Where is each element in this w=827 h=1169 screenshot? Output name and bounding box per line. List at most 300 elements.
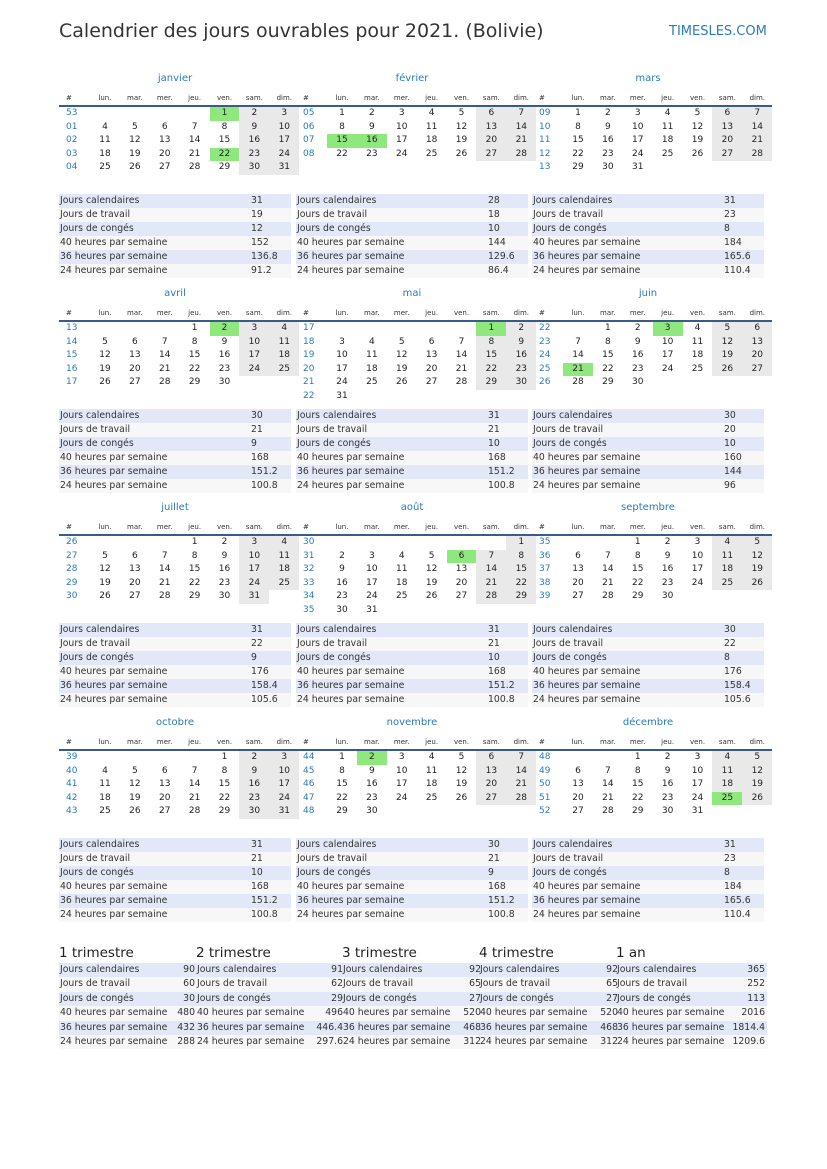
day-cell: 19 <box>455 135 468 145</box>
day-cell: 30 <box>506 376 536 390</box>
stat-label: 24 heures par semaine <box>296 908 487 922</box>
day-cell: 9 <box>368 765 375 776</box>
summary-label: 36 heures par semaine <box>60 1021 168 1033</box>
day-cell: 16 <box>661 779 674 789</box>
day-cell: 3 <box>269 750 299 765</box>
day-cell: 10 <box>632 121 644 132</box>
day-cell: 15 <box>188 564 201 574</box>
stat-label: 24 heures par semaine <box>532 264 723 278</box>
day-cell <box>417 321 447 336</box>
month-stats <box>296 409 528 493</box>
day-cell: 22 <box>210 148 240 162</box>
day-cell: 30 <box>632 377 644 387</box>
day-cell: 24 <box>661 363 674 374</box>
summary-value: 27 <box>606 992 618 1004</box>
stat-label: 36 heures par semaine <box>296 250 487 264</box>
stat-value: 10 <box>487 437 528 451</box>
day-cell: 7 <box>191 121 198 132</box>
summary-label: 36 heures par semaine <box>197 1021 305 1033</box>
summary-value: 30 <box>183 992 195 1004</box>
day-cell: 23 <box>239 792 269 806</box>
day-cell: 5 <box>428 550 435 561</box>
day-cell: 5 <box>458 752 465 762</box>
stat-value: 23 <box>723 852 764 866</box>
weekday-header: # <box>532 307 563 321</box>
day-cell: 6 <box>476 750 506 765</box>
day-cell: 21 <box>506 134 536 148</box>
day-cell: 6 <box>575 765 581 776</box>
day-cell: 4 <box>712 535 742 550</box>
week-number: 34 <box>303 591 315 601</box>
summary-heading: 3 trimestre <box>342 945 417 961</box>
day-cell <box>180 750 210 765</box>
day-cell <box>712 376 742 390</box>
day-cell: 22 <box>572 148 584 159</box>
day-cell: 4 <box>428 752 435 762</box>
day-cell: 4 <box>102 121 108 132</box>
summary-table <box>479 963 620 1049</box>
day-cell <box>357 535 387 550</box>
week-number: 39 <box>539 591 551 601</box>
month-stats <box>59 623 291 707</box>
day-cell: 29 <box>218 806 231 816</box>
weekday-header: dim. <box>742 92 772 106</box>
day-cell: 25 <box>269 577 299 591</box>
stat-label: 24 heures par semaine <box>59 693 250 707</box>
summary-value: 446.4 <box>316 1021 343 1033</box>
stat-label: 36 heures par semaine <box>59 250 250 264</box>
stat-label: Jours de congés <box>532 437 723 451</box>
day-cell: 11 <box>661 121 674 132</box>
stat-label: 40 heures par semaine <box>59 880 250 894</box>
day-cell <box>239 376 269 390</box>
day-cell: 21 <box>188 148 201 159</box>
stat-label: 24 heures par semaine <box>296 479 487 493</box>
day-cell: 8 <box>604 336 611 347</box>
summary-label: 24 heures par semaine <box>480 1036 588 1048</box>
day-cell: 5 <box>102 550 108 561</box>
weekday-header: # <box>532 736 563 750</box>
day-cell: 27 <box>159 806 171 816</box>
day-cell <box>417 805 447 819</box>
stat-value: 21 <box>487 852 528 866</box>
weekday-header: mer. <box>387 521 417 535</box>
day-cell: 26 <box>455 792 468 803</box>
stat-label: Jours de travail <box>59 637 250 651</box>
stat-label: 36 heures par semaine <box>296 465 487 479</box>
day-cell: 10 <box>366 564 378 574</box>
day-cell: 3 <box>653 321 683 336</box>
stat-value: 91.2 <box>250 264 291 278</box>
day-cell: 18 <box>712 778 742 792</box>
day-cell <box>476 390 506 404</box>
day-cell: 19 <box>691 135 704 145</box>
weekday-header: mar. <box>593 307 623 321</box>
week-number: 48 <box>539 752 551 762</box>
day-cell: 23 <box>366 148 378 159</box>
weekday-header: ven. <box>447 736 477 750</box>
stat-label: 40 heures par semaine <box>59 451 250 465</box>
stat-value: 21 <box>487 423 528 437</box>
day-cell: 25 <box>712 792 742 806</box>
day-cell <box>150 535 180 550</box>
weekday-header: jeu. <box>417 521 447 535</box>
day-cell: 1 <box>191 537 198 547</box>
summary-value: 65 <box>606 978 618 990</box>
day-cell: 16 <box>632 350 644 360</box>
month-calendar <box>532 92 772 175</box>
stat-label: 40 heures par semaine <box>532 236 723 250</box>
day-cell: 1 <box>191 323 198 333</box>
day-cell: 8 <box>221 121 228 132</box>
day-cell: 11 <box>269 550 299 564</box>
day-cell: 8 <box>634 550 641 561</box>
weekday-header: jeu. <box>417 736 447 750</box>
day-cell: 13 <box>712 121 742 135</box>
day-cell: 10 <box>691 765 704 776</box>
summary-value: 312 <box>463 1036 481 1048</box>
page-title: Calendrier des jours ouvrables pour 2021. (Bolivie) <box>59 20 544 42</box>
day-cell: 18 <box>396 577 408 588</box>
day-cell: 19 <box>425 577 438 588</box>
stat-value: 105.6 <box>250 693 291 707</box>
weekday-header: mar. <box>593 92 623 106</box>
weekday-header: dim. <box>269 92 299 106</box>
day-cell: 7 <box>742 106 772 121</box>
day-cell: 27 <box>425 377 438 387</box>
day-cell: 30 <box>336 604 348 615</box>
stat-label: Jours calendaires <box>59 194 250 208</box>
summary-value: 468 <box>600 1021 618 1033</box>
stat-value: 168 <box>250 451 291 465</box>
week-number: 26 <box>539 377 551 387</box>
stat-label: 24 heures par semaine <box>59 264 250 278</box>
day-cell: 12 <box>99 564 111 574</box>
day-cell: 26 <box>99 377 111 387</box>
month-calendar <box>59 736 299 819</box>
weekday-header: lun. <box>327 307 357 321</box>
summary-value: 2016 <box>741 1007 765 1019</box>
day-cell: 29 <box>188 591 201 601</box>
weekday-header: ven. <box>683 521 713 535</box>
weekday-header: # <box>296 307 327 321</box>
day-cell: 21 <box>159 577 171 588</box>
summary-label: 40 heures par semaine <box>60 1007 168 1019</box>
summary-table <box>196 963 345 1049</box>
day-cell <box>120 321 150 336</box>
weekday-header: ven. <box>210 92 240 106</box>
weekday-header: lun. <box>563 736 593 750</box>
day-cell: 20 <box>476 778 506 792</box>
day-cell: 12 <box>99 350 111 360</box>
weekday-header: jeu. <box>653 92 683 106</box>
weekday-header: sam. <box>712 736 742 750</box>
weekday-header: lun. <box>563 92 593 106</box>
day-cell: 2 <box>506 321 536 336</box>
stat-value: 18 <box>487 208 528 222</box>
summary-value: 92 <box>469 964 481 975</box>
day-cell: 15 <box>572 135 584 145</box>
stat-label: Jours calendaires <box>532 623 723 637</box>
day-cell <box>269 590 299 604</box>
day-cell: 18 <box>661 135 674 145</box>
stat-value: 100.8 <box>250 479 291 493</box>
day-cell <box>447 604 477 618</box>
stat-value: 110.4 <box>723 264 764 278</box>
summary-value: 297.6 <box>316 1036 343 1048</box>
day-cell <box>447 321 477 336</box>
month-calendar <box>296 521 536 617</box>
summary-label: 36 heures par semaine <box>343 1021 451 1033</box>
day-cell: 5 <box>398 336 405 347</box>
day-cell: 16 <box>602 135 614 145</box>
week-number: 20 <box>303 363 315 374</box>
stat-value: 30 <box>487 838 528 852</box>
stat-label: Jours de travail <box>532 208 723 222</box>
month-stats <box>296 194 528 278</box>
day-cell: 9 <box>221 550 228 561</box>
summary-label: Jours calendaires <box>617 964 697 975</box>
day-cell: 13 <box>159 779 171 789</box>
day-cell: 21 <box>455 363 468 374</box>
summary-heading: 2 trimestre <box>196 945 271 961</box>
day-cell <box>742 161 772 175</box>
weekday-header: # <box>296 521 327 535</box>
day-cell: 9 <box>221 336 228 347</box>
day-cell <box>742 590 772 604</box>
stat-value: 144 <box>487 236 528 250</box>
stat-value: 160 <box>723 451 764 465</box>
stat-value: 8 <box>723 651 764 665</box>
day-cell: 19 <box>99 577 111 588</box>
weekday-header: mer. <box>150 521 180 535</box>
stat-value: 152 <box>250 236 291 250</box>
weekday-header: ven. <box>683 736 713 750</box>
day-cell: 11 <box>712 765 742 779</box>
day-cell: 29 <box>336 806 348 816</box>
day-cell: 24 <box>239 577 269 591</box>
stat-label: 24 heures par semaine <box>532 479 723 493</box>
stat-value: 184 <box>723 236 764 250</box>
summary-value: 113 <box>747 992 765 1004</box>
day-cell: 14 <box>159 350 171 360</box>
stat-value: 31 <box>250 194 291 208</box>
day-cell <box>742 376 772 390</box>
weekday-header: ven. <box>210 736 240 750</box>
weekday-header: lun. <box>90 521 120 535</box>
day-cell: 19 <box>742 778 772 792</box>
stat-value: 110.4 <box>723 908 764 922</box>
weekday-header: dim. <box>269 736 299 750</box>
month-stats <box>296 838 528 922</box>
day-cell: 20 <box>159 148 171 159</box>
week-number: 38 <box>539 577 551 588</box>
day-cell: 29 <box>188 377 201 387</box>
day-cell: 28 <box>572 377 584 387</box>
stat-value: 9 <box>250 651 291 665</box>
day-cell: 11 <box>712 550 742 564</box>
month-calendar <box>59 521 299 604</box>
weekday-header: mer. <box>387 307 417 321</box>
day-cell: 24 <box>366 591 378 601</box>
weekday-header: lun. <box>90 307 120 321</box>
summary-value: 432 <box>177 1021 195 1033</box>
week-number: 25 <box>539 363 551 374</box>
day-cell: 15 <box>602 350 614 360</box>
week-number: 24 <box>539 350 551 360</box>
weekday-header: mar. <box>357 521 387 535</box>
day-cell: 25 <box>425 148 438 159</box>
day-cell <box>506 390 536 404</box>
summary-label: Jours de congés <box>60 992 134 1004</box>
day-cell: 31 <box>632 162 644 172</box>
week-number: 30 <box>303 537 315 547</box>
day-cell: 26 <box>425 591 438 601</box>
weekday-header: dim. <box>506 521 536 535</box>
stat-label: 24 heures par semaine <box>532 908 723 922</box>
week-number: 22 <box>303 390 315 401</box>
day-cell: 22 <box>476 363 506 377</box>
summary-value: 480 <box>177 1007 195 1019</box>
stat-label: Jours de travail <box>59 852 250 866</box>
day-cell: 18 <box>691 350 704 360</box>
month-name: juillet <box>161 502 189 513</box>
day-cell: 7 <box>161 336 168 347</box>
day-cell <box>150 750 180 765</box>
summary-label: 40 heures par semaine <box>617 1007 725 1019</box>
day-cell: 9 <box>664 550 671 561</box>
site-link[interactable]: TIMESLES.COM <box>669 24 767 39</box>
day-cell: 4 <box>694 323 701 333</box>
day-cell <box>327 535 357 550</box>
day-cell: 20 <box>572 792 584 803</box>
week-number: 30 <box>66 591 78 601</box>
day-cell: 18 <box>366 363 378 374</box>
week-number: 06 <box>303 121 315 132</box>
stat-label: Jours de congés <box>296 866 487 880</box>
day-cell: 14 <box>572 350 584 360</box>
summary-value: 312 <box>600 1036 618 1048</box>
month-calendar <box>59 92 299 175</box>
day-cell: 27 <box>159 162 171 172</box>
day-cell: 20 <box>129 577 141 588</box>
stat-value: 31 <box>250 623 291 637</box>
day-cell: 15 <box>336 779 348 789</box>
stat-label: Jours de travail <box>296 852 487 866</box>
stat-label: 40 heures par semaine <box>296 236 487 250</box>
month-name: mars <box>635 73 661 84</box>
day-cell <box>417 535 447 550</box>
stat-label: Jours calendaires <box>296 838 487 852</box>
day-cell: 23 <box>661 577 674 588</box>
day-cell: 15 <box>632 779 644 789</box>
month-calendar <box>59 307 299 390</box>
day-cell: 19 <box>742 563 772 577</box>
week-number: 23 <box>539 336 551 347</box>
summary-value: 252 <box>747 978 765 990</box>
day-cell: 17 <box>691 564 704 574</box>
day-cell: 3 <box>634 108 641 118</box>
month-name: février <box>395 73 429 84</box>
weekday-header: sam. <box>476 736 506 750</box>
week-number: 48 <box>303 806 315 816</box>
stat-value: 100.8 <box>487 693 528 707</box>
day-cell: 15 <box>476 349 506 363</box>
day-cell: 27 <box>572 591 584 601</box>
stat-value: 176 <box>723 665 764 679</box>
day-cell: 2 <box>664 752 671 762</box>
stat-label: Jours de travail <box>532 852 723 866</box>
weekday-header: jeu. <box>180 736 210 750</box>
weekday-header: # <box>59 307 90 321</box>
day-cell: 1 <box>476 321 506 336</box>
day-cell: 16 <box>506 349 536 363</box>
day-cell: 19 <box>129 792 141 803</box>
stat-value: 31 <box>487 409 528 423</box>
month-stats <box>532 409 764 493</box>
day-cell: 13 <box>572 779 584 789</box>
day-cell: 24 <box>269 792 299 806</box>
stat-value: 151.2 <box>250 465 291 479</box>
day-cell: 18 <box>99 148 111 159</box>
day-cell: 14 <box>742 121 772 135</box>
day-cell: 11 <box>425 121 438 132</box>
month-calendar <box>296 736 536 819</box>
stat-value: 28 <box>487 194 528 208</box>
day-cell: 27 <box>129 591 141 601</box>
week-number: 46 <box>303 779 315 789</box>
weekday-header: ven. <box>447 307 477 321</box>
day-cell: 12 <box>455 765 468 776</box>
day-cell: 7 <box>191 765 198 776</box>
weekday-header: mer. <box>623 92 653 106</box>
day-cell: 19 <box>712 349 742 363</box>
day-cell: 20 <box>712 134 742 148</box>
stat-value: 30 <box>723 623 764 637</box>
stat-label: Jours de travail <box>296 423 487 437</box>
weekday-header: dim. <box>742 521 772 535</box>
day-cell: 2 <box>221 537 228 547</box>
weekday-header: jeu. <box>180 307 210 321</box>
day-cell: 7 <box>506 750 536 765</box>
week-number: 09 <box>539 108 551 118</box>
stat-value: 8 <box>723 866 764 880</box>
day-cell: 28 <box>506 148 536 162</box>
day-cell: 13 <box>455 564 468 574</box>
stat-label: Jours calendaires <box>532 838 723 852</box>
day-cell <box>150 106 180 121</box>
day-cell: 5 <box>742 535 772 550</box>
day-cell <box>563 750 593 765</box>
day-cell: 5 <box>131 765 138 776</box>
day-cell: 11 <box>366 350 378 360</box>
day-cell: 22 <box>188 363 201 374</box>
day-cell: 17 <box>691 779 704 789</box>
stat-value: 31 <box>723 838 764 852</box>
month-name: janvier <box>157 73 193 84</box>
stat-value: 151.2 <box>487 679 528 693</box>
summary-label: 36 heures par semaine <box>480 1021 588 1033</box>
week-number: 37 <box>539 564 551 574</box>
weekday-header: sam. <box>712 521 742 535</box>
day-cell: 18 <box>269 563 299 577</box>
day-cell: 3 <box>239 535 269 550</box>
day-cell: 6 <box>161 765 168 776</box>
day-cell: 24 <box>396 792 408 803</box>
month-stats <box>59 838 291 922</box>
day-cell: 6 <box>428 336 435 347</box>
day-cell: 22 <box>218 792 231 803</box>
